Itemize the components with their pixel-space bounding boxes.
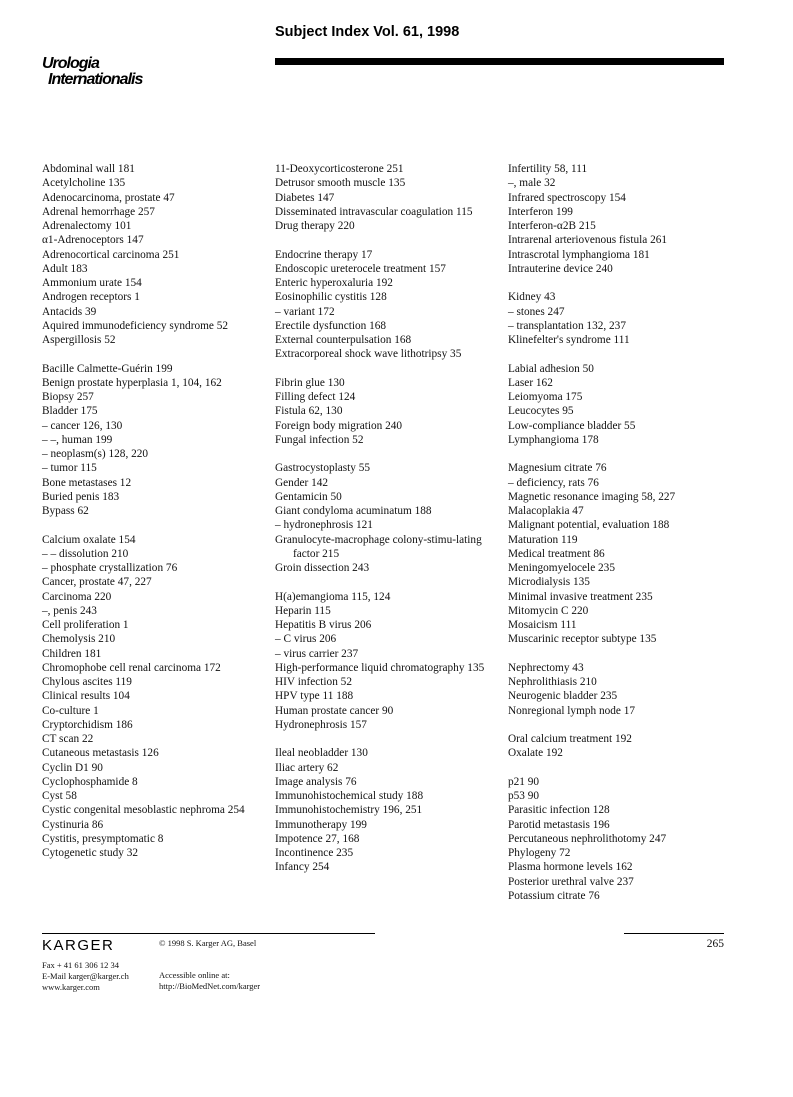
index-entry: – variant 172 bbox=[275, 305, 335, 318]
index-entry: – –, human 199 bbox=[42, 433, 113, 446]
index-entry: Gentamicin 50 bbox=[275, 490, 342, 503]
index-entry: Groin dissection 243 bbox=[275, 562, 370, 574]
index-entry: Nephrectomy 43 bbox=[508, 661, 584, 674]
index-entry: Ammonium urate 154 bbox=[42, 277, 142, 289]
index-entry: Interferon-α2B 215 bbox=[508, 220, 596, 232]
index-entry: Immunohistochemistry 196, 251 bbox=[275, 804, 423, 817]
index-entry: Neurogenic bladder 235 bbox=[508, 690, 618, 703]
index-entry: Iliac artery 62 bbox=[275, 761, 339, 774]
index-entry: High-performance liquid chromatography 135 bbox=[275, 661, 485, 674]
index-gap bbox=[275, 732, 501, 746]
index-entry: Bladder 175 bbox=[42, 405, 98, 418]
index-entry: Immunotherapy 199 bbox=[275, 818, 367, 831]
index-entry: –, male 32 bbox=[508, 177, 556, 190]
footer-rule-right bbox=[624, 933, 724, 934]
index-entry: Endocrine therapy 17 bbox=[275, 248, 373, 261]
index-entry: Endoscopic ureterocele treatment 157 bbox=[275, 262, 446, 275]
index-gap bbox=[275, 575, 501, 589]
index-entry: – virus carrier 237 bbox=[275, 647, 359, 660]
index-entry: Fibrin glue 130 bbox=[275, 376, 345, 389]
index-entry: Fungal infection 52 bbox=[275, 433, 364, 446]
page-number: 265 bbox=[706, 938, 724, 950]
index-gap bbox=[42, 518, 268, 532]
index-entry: Oral calcium treatment 192 bbox=[508, 733, 632, 745]
index-entry: Meningomyelocele 235 bbox=[508, 562, 615, 574]
index-entry: – cancer 126, 130 bbox=[42, 419, 123, 432]
index-entry: Detrusor smooth muscle 135 bbox=[275, 177, 406, 190]
index-entry: Gastrocystoplasty 55 bbox=[275, 462, 371, 475]
publisher-logo: KARGER bbox=[42, 937, 115, 954]
index-entry: Ileal neobladder 130 bbox=[275, 747, 368, 760]
index-entry: Children 181 bbox=[42, 647, 102, 660]
index-entry: H(a)emangioma 115, 124 bbox=[275, 590, 391, 603]
index-entry: Leucocytes 95 bbox=[508, 405, 574, 418]
index-entry: Impotence 27, 168 bbox=[275, 832, 360, 845]
index-entry: Cystinuria 86 bbox=[42, 818, 104, 831]
index-gap bbox=[508, 761, 734, 775]
footer-rule-left bbox=[42, 933, 375, 934]
index-entry: Cutaneous metastasis 126 bbox=[42, 747, 159, 760]
index-entry: Extracorporeal shock wave lithotripsy 35 bbox=[275, 348, 462, 361]
index-entry: Heparin 115 bbox=[275, 604, 331, 617]
index-entry: Granulocyte-macrophage colony-stimu-lating factor 215 bbox=[275, 533, 482, 560]
index-entry: Eosinophilic cystitis 128 bbox=[275, 291, 387, 304]
website-link[interactable]: www.karger.com bbox=[42, 982, 100, 992]
index-entry: Benign prostate hyperplasia 1, 104, 162 bbox=[42, 376, 222, 389]
index-entry: Mitomycin C 220 bbox=[508, 604, 589, 617]
index-entry: Cyst 58 bbox=[42, 790, 77, 802]
index-entry: Hepatitis B virus 206 bbox=[275, 619, 372, 631]
index-entry: Antacids 39 bbox=[42, 305, 97, 318]
email-address: E-Mail karger@karger.ch bbox=[42, 971, 129, 981]
index-entry: Plasma hormone levels 162 bbox=[508, 861, 633, 874]
index-entry: Image analysis 76 bbox=[275, 775, 357, 788]
index-gap bbox=[275, 447, 501, 461]
index-entry: Diabetes 147 bbox=[275, 191, 335, 204]
index-entry: Bacille Calmette-Guérin 199 bbox=[42, 362, 173, 375]
index-entry: Abdominal wall 181 bbox=[42, 163, 135, 175]
index-entry: Aspergillosis 52 bbox=[42, 334, 116, 346]
index-entry: Bone metastases 12 bbox=[42, 476, 132, 489]
index-entry: Incontinence 235 bbox=[275, 847, 354, 859]
index-entry: Percutaneous nephrolithotomy 247 bbox=[508, 832, 667, 845]
index-entry: 11-Deoxycorticosterone 251 bbox=[275, 163, 404, 175]
index-entry: Androgen receptors 1 bbox=[42, 291, 140, 304]
index-title: Subject Index Vol. 61, 1998 bbox=[275, 24, 460, 40]
index-entry: Kidney 43 bbox=[508, 291, 556, 304]
index-entry: – hydronephrosis 121 bbox=[275, 519, 373, 532]
index-entry: – C virus 206 bbox=[275, 633, 337, 646]
index-entry: Laser 162 bbox=[508, 376, 553, 389]
index-entry: –, penis 243 bbox=[42, 604, 97, 617]
index-entry: Magnesium citrate 76 bbox=[508, 462, 607, 475]
index-entry: α1-Adrenoceptors 147 bbox=[42, 234, 144, 247]
index-entry: Carcinoma 220 bbox=[42, 590, 112, 603]
index-entry: Intrauterine device 240 bbox=[508, 262, 613, 275]
index-entry: Posterior urethral valve 237 bbox=[508, 875, 634, 888]
index-entry: Aquired immunodeficiency syndrome 52 bbox=[42, 319, 229, 332]
index-entry: Microdialysis 135 bbox=[508, 576, 590, 589]
index-entry: Magnetic resonance imaging 58, 227 bbox=[508, 490, 676, 503]
index-entry: Intrascrotal lymphangioma 181 bbox=[508, 248, 650, 261]
index-entry: Buried penis 183 bbox=[42, 490, 120, 503]
index-entry: Infancy 254 bbox=[275, 861, 330, 874]
header-rule bbox=[275, 58, 724, 65]
index-entry: Potassium citrate 76 bbox=[508, 889, 600, 902]
index-entry: – stones 247 bbox=[508, 305, 565, 318]
index-entry: Cystitis, presymptomatic 8 bbox=[42, 832, 164, 845]
index-entry: Low-compliance bladder 55 bbox=[508, 419, 636, 432]
fax-number: Fax + 41 61 306 12 34 bbox=[42, 960, 120, 970]
index-entry: Chemolysis 210 bbox=[42, 633, 116, 646]
index-entry: HIV infection 52 bbox=[275, 676, 352, 688]
index-entry: Cyclin D1 90 bbox=[42, 761, 103, 774]
online-label: Accessible online at: bbox=[159, 970, 230, 980]
index-gap bbox=[508, 718, 734, 732]
index-entry: Foreign body migration 240 bbox=[275, 419, 403, 432]
online-url[interactable]: http://BioMedNet.com/karger bbox=[159, 981, 261, 991]
online-access bbox=[159, 970, 260, 992]
index-entry: CT scan 22 bbox=[42, 733, 94, 745]
index-entry: Adrenalectomy 101 bbox=[42, 220, 132, 232]
index-gap bbox=[275, 233, 501, 247]
index-entry: Adrenal hemorrhage 257 bbox=[42, 205, 155, 218]
index-entry: – – dissolution 210 bbox=[42, 547, 129, 560]
copyright-notice: © 1998 S. Karger AG, Basel bbox=[159, 938, 257, 948]
index-entry: Cell proliferation 1 bbox=[42, 619, 129, 631]
index-entry: Giant condyloma acuminatum 188 bbox=[275, 505, 432, 517]
index-entry: Intrarenal arteriovenous fistula 261 bbox=[508, 234, 668, 247]
index-entry: Lymphangioma 178 bbox=[508, 433, 599, 446]
index-entry: p53 90 bbox=[508, 790, 540, 802]
index-entry: Cancer, prostate 47, 227 bbox=[42, 576, 152, 589]
index-entry: External counterpulsation 168 bbox=[275, 334, 412, 346]
index-entry: Human prostate cancer 90 bbox=[275, 704, 394, 717]
index-entry: Labial adhesion 50 bbox=[508, 362, 594, 375]
index-entry: Medical treatment 86 bbox=[508, 547, 605, 560]
index-column-3 bbox=[508, 162, 734, 903]
index-entry: Klinefelter's syndrome 111 bbox=[508, 334, 630, 346]
index-entry: Adrenocortical carcinoma 251 bbox=[42, 248, 180, 261]
index-entry: – deficiency, rats 76 bbox=[508, 476, 599, 489]
index-entry: Bypass 62 bbox=[42, 505, 89, 517]
index-entry: Cystic congenital mesoblastic nephroma 254 bbox=[42, 804, 245, 817]
journal-name-line1: Urologia bbox=[42, 55, 99, 72]
index-gap bbox=[508, 447, 734, 461]
index-entry: Adult 183 bbox=[42, 262, 88, 275]
index-entry: Infrared spectroscopy 154 bbox=[508, 191, 626, 204]
index-entry: Interferon 199 bbox=[508, 205, 573, 218]
index-entry: Enteric hyperoxaluria 192 bbox=[275, 277, 393, 289]
index-gap bbox=[275, 362, 501, 376]
index-entry: Malignant potential, evaluation 188 bbox=[508, 519, 670, 532]
index-entry: Infertility 58, 111 bbox=[508, 163, 588, 175]
index-entry: Hydronephrosis 157 bbox=[275, 718, 367, 731]
index-entry: Cryptorchidism 186 bbox=[42, 718, 133, 731]
journal-name-line2: Internationalis bbox=[48, 71, 143, 88]
index-entry: Erectile dysfunction 168 bbox=[275, 319, 387, 332]
index-column-2 bbox=[275, 162, 501, 875]
index-entry: Acetylcholine 135 bbox=[42, 177, 126, 190]
index-entry: Immunohistochemical study 188 bbox=[275, 790, 424, 802]
index-entry: Clinical results 104 bbox=[42, 690, 130, 703]
index-entry: Maturation 119 bbox=[508, 533, 578, 546]
index-entry: – transplantation 132, 237 bbox=[508, 319, 626, 332]
index-entry: Muscarinic receptor subtype 135 bbox=[508, 633, 657, 646]
index-entry: p21 90 bbox=[508, 775, 540, 788]
index-entry: Oxalate 192 bbox=[508, 747, 563, 760]
index-entry: Nonregional lymph node 17 bbox=[508, 704, 636, 717]
index-entry: Parasitic infection 128 bbox=[508, 804, 610, 817]
index-entry: Gender 142 bbox=[275, 476, 329, 489]
index-entry: Malacoplakia 47 bbox=[508, 505, 584, 517]
index-entry: Chromophobe cell renal carcinoma 172 bbox=[42, 661, 221, 674]
index-entry: Co-culture 1 bbox=[42, 704, 99, 717]
index-gap bbox=[42, 347, 268, 361]
index-gap bbox=[508, 647, 734, 661]
index-entry: Mosaicism 111 bbox=[508, 619, 577, 631]
index-column-1 bbox=[42, 162, 268, 860]
index-entry: – phosphate crystallization 76 bbox=[42, 562, 178, 574]
index-entry: Chylous ascites 119 bbox=[42, 676, 132, 688]
publisher-contact bbox=[42, 960, 129, 993]
journal-logo bbox=[42, 56, 142, 88]
index-entry: Calcium oxalate 154 bbox=[42, 533, 136, 546]
index-entry: Nephrolithiasis 210 bbox=[508, 676, 597, 688]
index-entry: Phylogeny 72 bbox=[508, 847, 571, 859]
index-entry: Biopsy 257 bbox=[42, 391, 94, 403]
index-entry: Filling defect 124 bbox=[275, 391, 356, 403]
index-entry: Adenocarcinoma, prostate 47 bbox=[42, 191, 175, 204]
index-entry: – tumor 115 bbox=[42, 462, 97, 475]
index-entry: Leiomyoma 175 bbox=[508, 391, 583, 403]
index-entry: Drug therapy 220 bbox=[275, 220, 355, 232]
index-gap bbox=[508, 276, 734, 290]
index-entry: HPV type 11 188 bbox=[275, 690, 354, 703]
index-entry: Cyclophosphamide 8 bbox=[42, 775, 138, 788]
index-entry: Parotid metastasis 196 bbox=[508, 818, 610, 831]
index-entry: Disseminated intravascular coagulation 115 bbox=[275, 205, 473, 218]
index-gap bbox=[508, 347, 734, 361]
index-entry: – neoplasm(s) 128, 220 bbox=[42, 448, 149, 460]
index-entry: Cytogenetic study 32 bbox=[42, 847, 139, 859]
index-entry: Fistula 62, 130 bbox=[275, 405, 343, 418]
index-entry: Minimal invasive treatment 235 bbox=[508, 590, 653, 603]
